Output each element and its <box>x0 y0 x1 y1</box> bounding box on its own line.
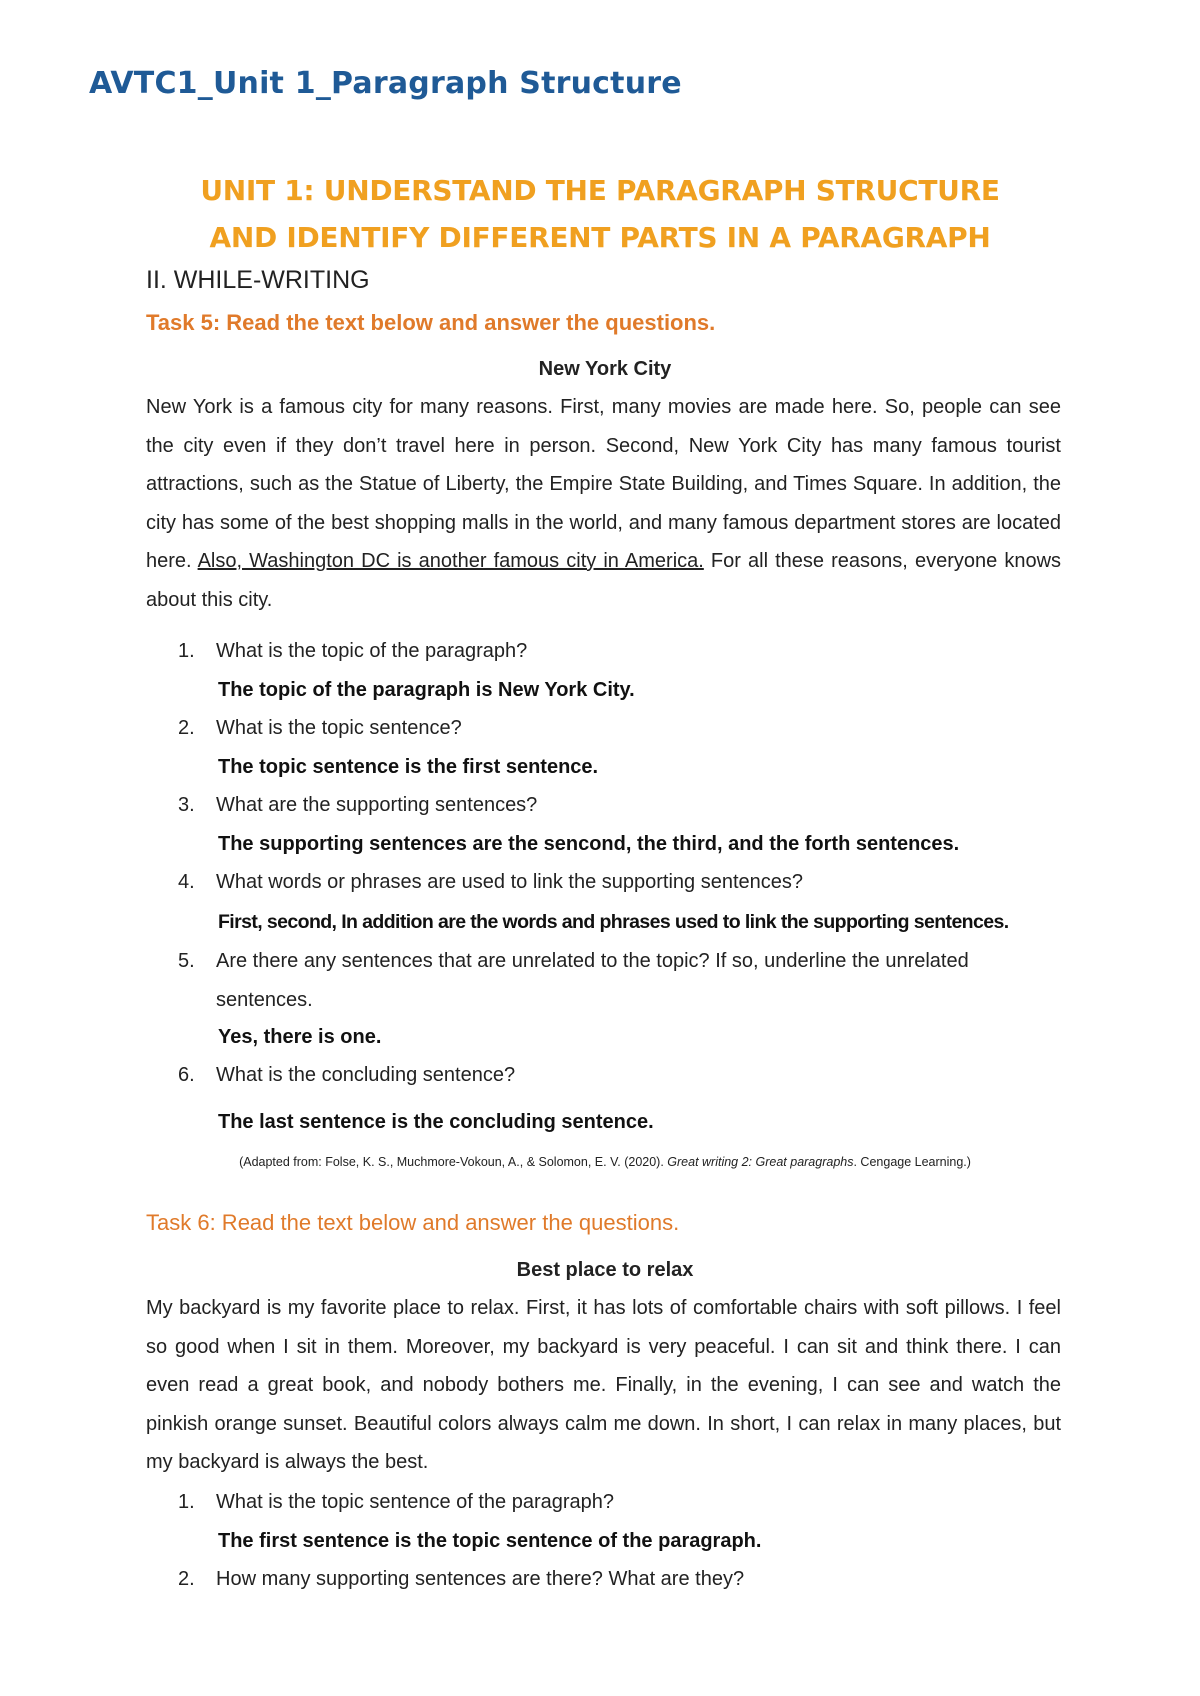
question-text: What is the topic sentence of the paragraph? <box>216 1491 615 1513</box>
question-text: What is the topic sentence? <box>216 717 462 739</box>
question-text: Are there any sentences that are unrelated to the topic? If so, underline the unrelated sentences. <box>216 950 969 1011</box>
task-5-answer-6: The last sentence is the concluding sentence. <box>218 1111 654 1133</box>
document-title: AVTC1_Unit 1_Paragraph Structure <box>89 66 682 101</box>
task-5-answer-3: The supporting sentences are the sencond, the third, and the forth sentences. <box>218 833 960 855</box>
unrelated-sentence-underlined: Also, Washington DC is another famous city in America. <box>197 550 704 572</box>
task-5-paragraph-end: For all these reasons, everyone knows about this city. <box>146 550 1062 611</box>
task-6-question-2 <box>178 1568 744 1591</box>
task-5-answer-4: First, second, In addition are the words and phrases used to link the supporting sentences. <box>218 911 1009 933</box>
task-5-question-1 <box>178 640 527 663</box>
question-number: 1. <box>178 1491 195 1513</box>
unit-title-line-2: AND IDENTIFY DIFFERENT PARTS IN A PARAGRAPH <box>209 221 991 254</box>
citation-text: (Adapted from: Folse, K. S., Muchmore-Vokoun, A., & Solomon, E. V. (2020). <box>239 1155 668 1169</box>
question-text: What words or phrases are used to link the supporting sentences? <box>216 871 803 893</box>
task-5-question-6 <box>178 1064 515 1087</box>
question-text: How many supporting sentences are there? What are they? <box>216 1568 745 1590</box>
question-number: 6. <box>178 1064 195 1086</box>
task-6-answer-1: The first sentence is the topic sentence of the paragraph. <box>218 1530 762 1552</box>
question-text: What is the topic of the paragraph? <box>216 640 528 662</box>
task-5-heading: Task 5: Read the text below and answer the questions. <box>146 310 716 335</box>
task-6-question-1 <box>178 1491 614 1514</box>
question-number: 2. <box>178 717 195 739</box>
task-6-paragraph: My backyard is my favorite place to relax. First, it has lots of comfortable chairs with soft pillows. I feel so good when I sit in them. Moreover, my backyard is very peaceful. I can sit and think there. I can even read a great book, and nobody bothers me. Finally, in the evening, I can see and watch the pinkish orange sunset. Beautiful colors always calm me down. In short, I can relax in many places, but my backyard is always the best. <box>146 1297 1061 1473</box>
question-number: 4. <box>178 871 195 893</box>
citation-book-title: Great writing 2: Great paragraphs <box>667 1155 854 1169</box>
question-number: 1. <box>178 640 195 662</box>
task-5-answer-1: The topic of the paragraph is New York City. <box>218 679 635 701</box>
task-5-question-3 <box>178 794 537 817</box>
question-number: 3. <box>178 794 195 816</box>
citation-publisher: . Cengage Learning.) <box>853 1155 971 1169</box>
task-6-heading: Task 6: Read the text below and answer the questions. <box>146 1210 680 1235</box>
task-5-paragraph <box>146 388 1061 619</box>
task-5-paragraph-text: New York is a famous city for many reasons. First, many movies are made here. So, people can see the city even if they don’t travel here in person. Second, New York City has many famous tourist attractions, such as the Statue of Liberty, the Empire State Building, and Times Square. In addition, the city has some of the best shopping malls in the world, and many famous department stores are located here. <box>146 396 1061 572</box>
question-text: What are the supporting sentences? <box>216 794 538 816</box>
question-number: 5. <box>178 950 195 972</box>
question-number: 2. <box>178 1568 195 1590</box>
question-text: What is the concluding sentence? <box>216 1064 516 1086</box>
task-5-answer-5: Yes, there is one. <box>218 1026 382 1048</box>
citation <box>0 1155 1200 1169</box>
task-5-text-title: New York City <box>538 358 672 380</box>
unit-title-line-1: UNIT 1: UNDERSTAND THE PARAGRAPH STRUCTURE <box>200 174 1000 207</box>
section-heading: II. WHILE-WRITING <box>146 266 370 294</box>
task-5-answer-2: The topic sentence is the first sentence. <box>218 756 599 778</box>
task-5-question-5 <box>178 942 1068 1019</box>
task-5-question-4 <box>178 871 803 894</box>
task-5-question-2 <box>178 717 462 740</box>
task-6-text-title: Best place to relax <box>516 1259 694 1281</box>
